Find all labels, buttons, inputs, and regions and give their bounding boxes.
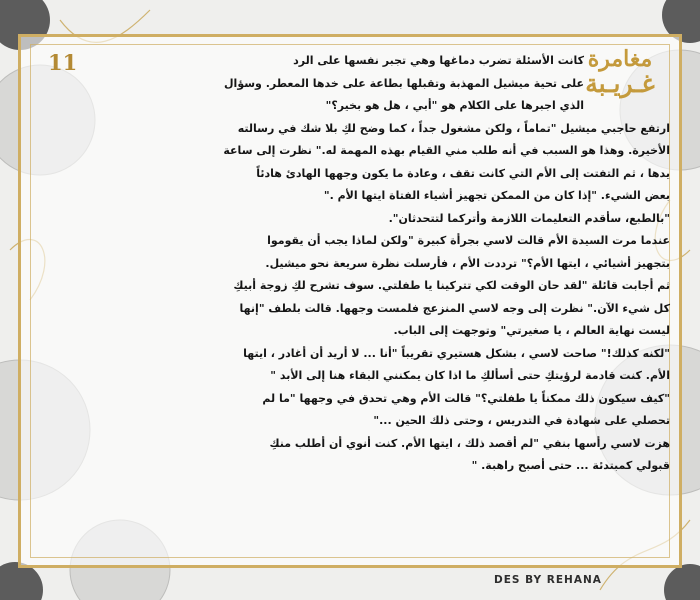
- story-line: ثم أجابت قائلة "لقد حان الوقت لكي تتركينا يا طفلتي. سوف تشرح لكِ زوجة أبيكِ: [233, 279, 670, 292]
- story-line: "لكنه كذلك!" صاحت لاسي ، بشكل هستيري تقريباً "أنا ... لا أريد أن أغادر ، ايتها: [243, 346, 670, 360]
- story-line: يدها ، ثم التفتت إلى الأم التي كانت تقف ، وعادة ما يكون وجهها الهادئ هادئاً: [256, 166, 670, 180]
- story-title-line1: مغامرة: [587, 46, 653, 72]
- story-line: على تحية ميشيل المهذبة وتقبلها بطاعة على خدها المعطر. وسؤال: [224, 76, 584, 90]
- story-line: الأخيرة. وهذا هو السبب في أنه طلب مني القيام بهذه المهمة له." نظرت إلى ساعة: [223, 144, 670, 157]
- story-line: هزت لاسي رأسها بنفي "لم أقصد ذلك ، ايتها الأم. كنت أنوي أن أطلب منكِ: [269, 436, 670, 450]
- story-line: الذي اجبرها على الكلام هو "أبي ، هل هو بخير؟": [325, 99, 584, 112]
- story-line: "بالطبع، سأقدم التعليمات اللازمة وأتركما لتتحدثان".: [388, 211, 670, 225]
- story-line: ليست نهاية العالم ، يا صغيرتي" وتوجهت إلى الباب.: [393, 324, 670, 337]
- story-line: عندما مرت السيدة الأم قالت لاسي بجرأة كبيرة "ولكن لماذا يجب أن يقوموا: [267, 234, 670, 247]
- story-line: كانت الأسئلة تضرب دماغها وهي تجبر نفسها على الرد: [293, 54, 584, 67]
- story-line: الأم. كنت قادمة لرؤيتكِ حتى أسألكِ ما اذا كان يمكنني البقاء هنا إلى الأبد ": [270, 369, 670, 382]
- designer-credit: DES BY REHANA: [494, 574, 602, 586]
- story-line: بتجهيز أشيائي ، ايتها الأم؟" ترددت الأم ، فأرسلت نظرة سريعة نحو ميشيل.: [265, 256, 670, 270]
- story-line: ارتفع حاجبي ميشيل "تماماً ، ولكن مشغول جداً ، كما وضح لكِ بلا شك في رسالته: [237, 121, 670, 135]
- story-line: "كيف سيكون ذلك ممكناً يا طفلتي؟" قالت الأم وهي تحدق في وجهها "ما لم: [262, 391, 670, 405]
- story-title-line2: غـريـبة: [585, 69, 655, 99]
- story-line: تحصلي على شهادة في التدريس ، وحتى ذلك الحين ...": [373, 414, 670, 427]
- story-line: بعض الشيء. "إذا كان من الممكن تجهيز أشياء الفتاة ايتها الأم .": [323, 189, 670, 202]
- story-line: قبولي كمبتدئة ... حتى أصبح راهبة. ": [471, 459, 670, 472]
- story-line: كل شيء الآن." نظرت إلى وجه لاسي المنزعج فلمست وجهها. قالت بلطف "إنها: [239, 301, 670, 315]
- story-title: [574, 48, 666, 120]
- page-number: 11: [48, 50, 78, 75]
